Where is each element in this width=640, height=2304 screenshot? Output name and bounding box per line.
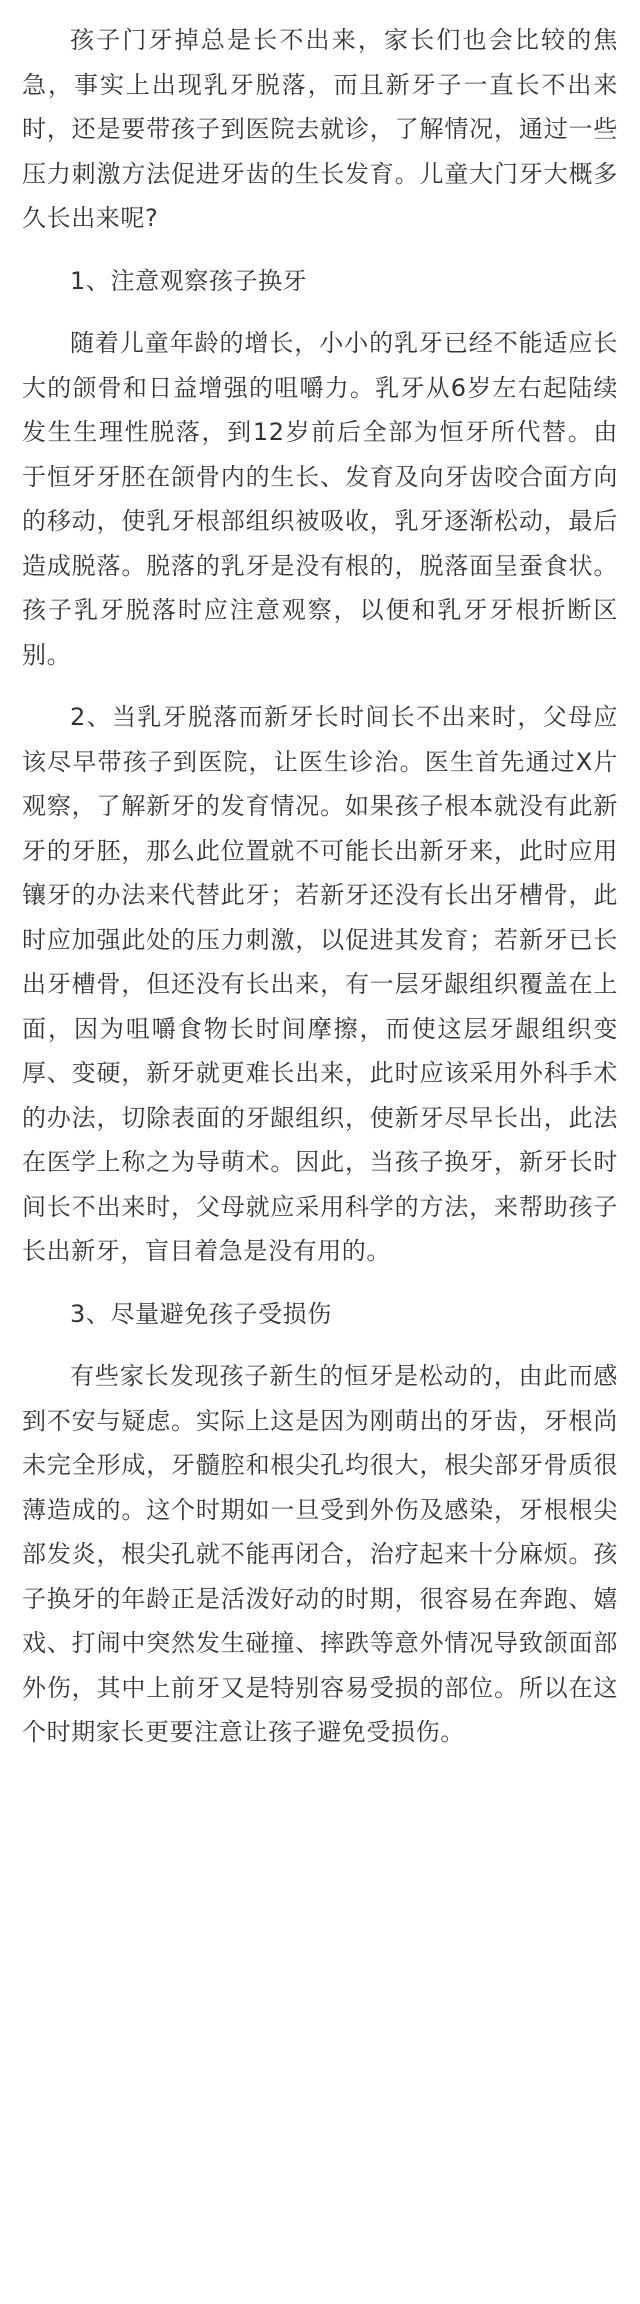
section-1-paragraph: 随着儿童年龄的增长，小小的乳牙已经不能适应长大的颌骨和日益增强的咀嚼力。乳牙从6岁左右起陆续发生生理性脱落，到12岁前后全部为恒牙所代替。由于恒牙牙胚在颌骨内的生长、发育及向牙齿咬合面方向的移动，使乳牙根部组织被吸收，乳牙逐渐松动，最后造成脱落。脱落的乳牙是没有根的，脱落面呈蚕食状。孩子乳牙脱落时应注意观察，以便和乳牙牙根折断区别。 <box>22 329 618 669</box>
section-3-paragraph: 有些家长发现孩子新生的恒牙是松动的，由此而感到不安与疑虑。实际上这是因为刚萌出的牙齿，牙根尚未完全形成，牙髓腔和根尖孔均很大，根尖部牙骨质很薄造成的。这个时期如一旦受到外伤及感染，牙根根尖部发炎，根尖孔就不能再闭合，治疗起来十分麻烦。孩子换牙的年龄正是活泼好动的时期，很容易在奔跑、嬉戏、打闹中突然发生碰撞、摔跌等意外情况导致颌面部外伤，其中上前牙又是特别容易受损的部位。所以在这个时期家长更要注意让孩子避免受损伤。 <box>22 1362 618 1746</box>
section-heading-1: 1、注意观察孩子换牙 <box>70 266 308 295</box>
section-heading-3: 3、尽量避免孩子受损伤 <box>70 1299 332 1328</box>
intro-paragraph: 孩子门牙掉总是长不出来，家长们也会比较的焦急，事实上出现乳牙脱落，而且新牙子一直长不出来时，还是要带孩子到医院去就诊，了解情况，通过一些压力刺激方法促进牙齿的生长发育。儿童大门牙大概多久长出来呢? <box>22 26 618 232</box>
section-2-paragraph: 2、当乳牙脱落而新牙长时间长不出来时，父母应该尽早带孩子到医院，让医生诊治。医生首先通过X片观察，了解新牙的发育情况。如果孩子根本就没有此新牙的牙胚，那么此位置就不可能长出新牙来，此时应用镶牙的办法来代替此牙；若新牙还没有长出牙槽骨，此时应加强此处的压力刺激，以促进其发育；若新牙已长出牙槽骨，但还没有长出来，有一层牙龈组织覆盖在上面，因为咀嚼食物长时间摩擦，而使这层牙龈组织变厚、变硬，新牙就更难长出来，此时应该采用外科手术的办法，切除表面的牙龈组织，使新牙尽早长出，此法在医学上称之为导萌术。因此，当孩子换牙，新牙长时间长不出来时，父母就应采用科学的方法，来帮助孩子长出新牙，盲目着急是没有用的。 <box>22 703 618 1265</box>
